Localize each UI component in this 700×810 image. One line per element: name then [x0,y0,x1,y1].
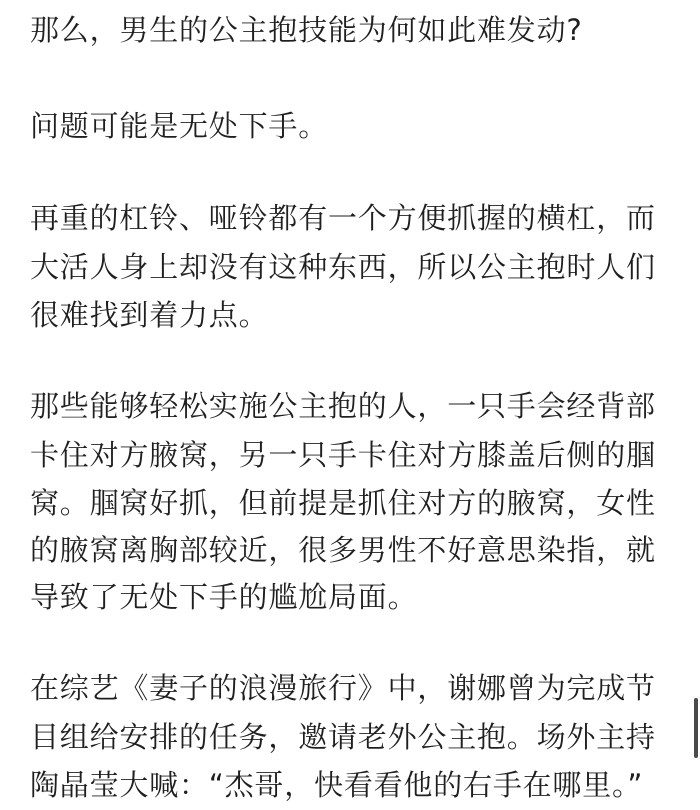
paragraph-4-line-3: 窝。腘窝好抓，但前提是抓住对方的腋窝，女性 [30,486,656,520]
paragraph-5-line-1: 在综艺《妻子的浪漫旅行》中，谢娜曾为完成节 [30,671,656,705]
paragraph-4-line-4: 的腋窝离胸部较近，很多男性不好意思染指，就 [30,533,656,567]
paragraph-3-line-3: 很难找到着力点。 [30,298,269,332]
scrollbar-thumb[interactable] [694,698,698,758]
paragraph-4-line-2: 卡住对方腋窝，另一只手卡住对方膝盖后侧的腘 [30,438,656,472]
paragraph-4-line-1: 那些能够轻松实施公主抱的人，一只手会经背部 [30,389,656,423]
paragraph-5-line-3: 陶晶莹大喊：“杰哥，快看看他的右手在哪里。” [30,768,644,802]
paragraph-4-line-5: 导致了无处下手的尴尬局面。 [30,580,418,614]
paragraph-3-line-2: 大活人身上却没有这种东西，所以公主抱时人们 [30,250,656,284]
paragraph-1-line-1: 那么，男生的公主抱技能为何如此难发动? [30,13,583,47]
paragraph-5-line-2: 目组给安排的任务，邀请老外公主抱。场外主持 [30,720,656,754]
paragraph-3-line-1: 再重的杠铃、哑铃都有一个方便抓握的横杠，而 [30,201,656,235]
paragraph-2-line-1: 问题可能是无处下手。 [30,109,329,143]
scrollbar[interactable] [692,0,700,810]
